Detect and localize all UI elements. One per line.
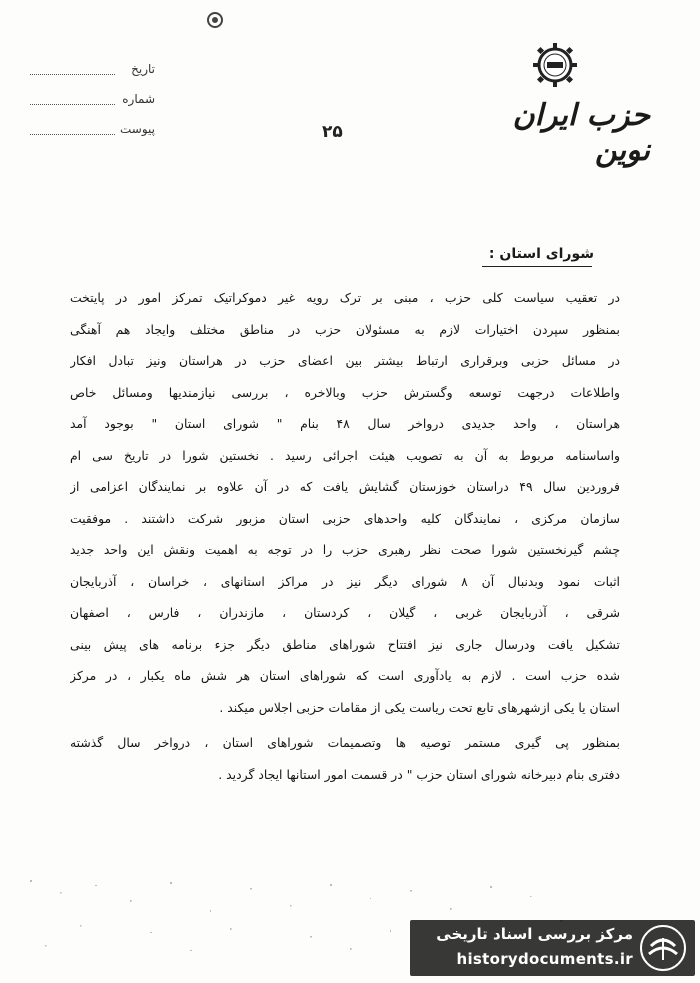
- attachment-label: پیوست: [120, 122, 155, 136]
- text-line: سازمان مرکزی ، نمایندگان کلیه واحدهای حزبی استان مزبور شرکت داشتند . موفقیت: [70, 510, 620, 526]
- text-line: در مسائل حزبی وبرقراری ارتباط بیشتر بین اعضای حزب در هراستان ونیز تبادل افکار: [70, 353, 620, 368]
- watermark-url: historydocuments.ir: [456, 950, 633, 968]
- date-dotted-line: [30, 74, 115, 75]
- paragraph-2: [70, 727, 620, 790]
- text-line: چشم گیرنخستین شورا صحت نظر رهبری حزب را در توجه به اهمیت ونقش این واحد جدید: [70, 542, 620, 557]
- text-line: دفتری بنام دبیرخانه شورای استان حزب " در قسمت امور استانها ایجاد گردید .: [218, 766, 620, 782]
- text-line: استان یا یکی ازشهرهای تابع تحت ریاست یکی از مقامات حزبی اجلاس میکند .: [219, 699, 620, 715]
- attachment-dotted-line: [30, 134, 115, 135]
- watermark-banner: [410, 920, 695, 976]
- book-logo-icon: [639, 924, 687, 972]
- title-underline: [482, 266, 592, 267]
- text-line: اثبات نمود وبدنبال آن ۸ شورای دیگر نیز در مراکز استانهای ، خراسان ، آذربایجان: [70, 573, 620, 589]
- text-line: تشکیل یافت ودرسال جاری نیز افتتاح شوراهای مناطق دیگر جزء برنامه های پیش بینی: [70, 636, 620, 652]
- watermark-site-name: مرکز بررسی اسناد تاریخی: [436, 925, 633, 943]
- text-line: فروردین سال ۴۹ دراستان خوزستان گشایش یافت که در آن علاوه بر نمایندگان اعزامی از: [70, 479, 620, 494]
- party-name-logo: حزب ایران نوین: [512, 98, 650, 168]
- document-body: [70, 282, 620, 790]
- number-label: شماره: [122, 92, 155, 106]
- page-number: ۲۵: [322, 122, 343, 142]
- text-line: هراستان ، واحد جدیدی درواخر سال ۴۸ بنام " شورای استان " بوجود آمد: [70, 416, 620, 431]
- text-line: شرقی ، آذربایجان غربی ، گیلان ، کردستان ، مازندران ، فارس ، اصفهان: [70, 605, 620, 620]
- text-line: در تعقیب سیاست کلی حزب ، مبنی بر ترک رویه غیر دموکراتیک تمرکز امور در پایتخت: [70, 290, 620, 305]
- text-line: شده حزب است . لازم به یادآوری است که شوراهای استان هر شش ماه یکبار ، در مرکز: [70, 668, 620, 683]
- number-dotted-line: [30, 104, 115, 105]
- date-label: تاریخ: [131, 62, 155, 76]
- text-line: بمنظور پی گیری مستمر توصیه ها وتصمیمات شوراهای استان ، درواخر سال گذشته: [70, 735, 620, 750]
- stamp-mark-icon: [205, 10, 225, 30]
- date-field: [30, 62, 155, 78]
- text-line: واساسنامه مربوط به آن به تصویب هیئت اجرائی رسید . نخستین شورا در تاریخ سی ام: [70, 447, 620, 463]
- section-title: شورای استان :: [488, 246, 594, 262]
- number-field: [30, 92, 155, 108]
- party-seal-icon: [532, 42, 578, 88]
- paragraph-1: [70, 282, 620, 723]
- text-line: بمنظور سپردن اختیارات لازم به مسئولان حزب در مناطق مختلف وایجاد هم آهنگی: [70, 321, 620, 337]
- text-line: واطلاعات درجهت توسعه وگسترش حزب وبالاخره ، بررسی نیازمندیها ومسائل خاص: [70, 384, 620, 400]
- attachment-field: [30, 122, 155, 138]
